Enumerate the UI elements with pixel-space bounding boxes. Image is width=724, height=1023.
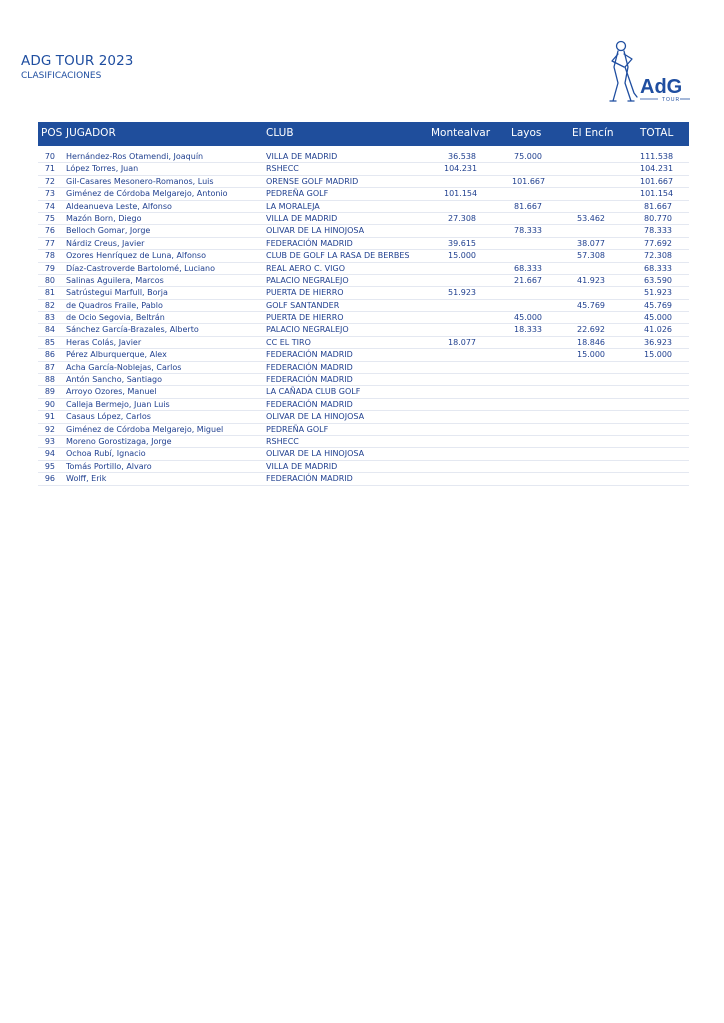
total-cell: 51.923	[644, 288, 672, 298]
table-row	[38, 287, 689, 299]
club-cell: PALACIO NEGRALEJO	[266, 325, 349, 335]
montealvar-cell: 104.231	[444, 164, 478, 174]
layos-cell: 78.333	[514, 226, 542, 236]
encin-cell: 45.769	[577, 300, 605, 310]
player-cell: López Torres, Juan	[66, 164, 139, 174]
total-cell: 101.154	[640, 189, 674, 199]
club-cell: FEDERACIÓN MADRID	[266, 399, 353, 409]
player-cell: Antón Sancho, Santiago	[66, 375, 162, 385]
player-cell: Heras Colás, Javier	[66, 337, 142, 347]
page-title: ADG TOUR 2023	[21, 53, 134, 69]
pos-cell: 70	[44, 152, 55, 161]
standings-table	[38, 151, 689, 486]
player-cell: Satrústegui Marfull, Borja	[66, 288, 168, 298]
encin-cell: 15.000	[577, 350, 605, 360]
table-header	[38, 122, 689, 146]
table-row	[38, 238, 689, 250]
table-row	[38, 188, 689, 200]
club-cell: PALACIO NEGRALEJO	[266, 275, 349, 285]
table-row	[38, 275, 689, 287]
club-cell: VILLA DE MADRID	[266, 461, 338, 471]
player-cell: de Quadros Fraile, Pablo	[66, 300, 163, 310]
total-cell: 68.333	[644, 263, 672, 273]
club-cell: CC EL TIRO	[266, 337, 311, 347]
pos-cell: 85	[44, 337, 55, 347]
player-cell: Gil-Casares Mesonero-Romanos, Luis	[66, 176, 214, 186]
montealvar-cell: 27.308	[448, 213, 476, 223]
total-cell: 101.667	[640, 176, 674, 186]
total-cell: 72.308	[644, 251, 672, 261]
table-row	[38, 374, 689, 386]
total-cell: 81.667	[644, 201, 672, 211]
pos-cell: 74	[44, 201, 55, 211]
club-cell: GOLF SANTANDER	[266, 300, 340, 310]
pos-cell: 79	[44, 263, 55, 273]
player-cell: Ozores Henríquez de Luna, Alfonso	[66, 251, 206, 261]
table-row	[38, 399, 689, 411]
club-cell: PUERTA DE HIERRO	[266, 313, 344, 323]
player-cell: Salinas Aguilera, Marcos	[66, 275, 164, 285]
player-cell: Belloch Gomar, Jorge	[66, 226, 151, 236]
pos-cell: 77	[44, 238, 55, 248]
table-row	[38, 250, 689, 262]
player-cell: Ochoa Rubí, Ignacio	[66, 449, 146, 459]
total-cell: 80.770	[644, 213, 672, 223]
total-cell: 15.000	[644, 350, 672, 360]
col-layos: Layos	[511, 127, 542, 139]
montealvar-cell: 51.923	[448, 288, 476, 298]
table-row	[38, 386, 689, 398]
club-cell: PEDREÑA GOLF	[266, 424, 329, 434]
club-cell: VILLA DE MADRID	[266, 213, 338, 223]
table-row	[38, 225, 689, 237]
total-cell: 41.026	[644, 325, 672, 335]
layos-cell: 45.000	[514, 313, 542, 323]
player-cell: Moreno Gorostizaga, Jorge	[66, 436, 172, 446]
player-cell: Arroyo Ozores, Manuel	[66, 387, 157, 397]
total-cell: 78.333	[644, 226, 672, 236]
club-cell: LA CAÑADA CLUB GOLF	[266, 387, 361, 397]
club-cell: FEDERACIÓN MADRID	[266, 350, 353, 360]
player-cell: Giménez de Córdoba Melgarejo, Miguel	[66, 424, 224, 434]
club-cell: CLUB DE GOLF LA RASA DE BERBES	[266, 251, 410, 261]
club-cell: FEDERACIÓN MADRID	[266, 375, 353, 385]
total-cell: 77.692	[644, 238, 672, 248]
player-cell: Wolff, Erik	[66, 474, 107, 484]
pos-cell: 96	[44, 474, 55, 484]
encin-cell: 18.846	[577, 337, 605, 347]
table-row	[38, 461, 689, 473]
club-cell: FEDERACIÓN MADRID	[266, 362, 353, 372]
pos-cell: 90	[44, 399, 55, 409]
club-cell: LA MORALEJA	[266, 201, 320, 211]
layos-cell: 18.333	[514, 325, 542, 335]
layos-cell: 75.000	[514, 152, 542, 161]
pos-cell: 92	[44, 424, 55, 434]
club-cell: PEDREÑA GOLF	[266, 189, 329, 199]
layos-cell: 81.667	[514, 201, 542, 211]
col-player: JUGADOR	[66, 127, 116, 139]
table-row	[38, 151, 689, 163]
player-cell: Calleja Bermejo, Juan Luis	[66, 399, 170, 409]
montealvar-cell: 15.000	[448, 251, 476, 261]
pos-cell: 91	[44, 412, 55, 422]
table-row	[38, 263, 689, 275]
pos-cell: 88	[44, 375, 55, 385]
table-row	[38, 411, 689, 423]
col-montealvar: Montealvar	[431, 127, 491, 139]
table-row	[38, 473, 689, 485]
player-cell: Acha García-Noblejas, Carlos	[66, 362, 182, 372]
club-cell: OLIVAR DE LA HINOJOSA	[266, 226, 365, 236]
total-cell: 45.000	[644, 313, 672, 323]
total-cell: 63.590	[644, 275, 672, 285]
encin-cell: 38.077	[577, 238, 605, 248]
total-cell: 111.538	[640, 152, 674, 161]
golfer-logo-icon	[604, 37, 696, 109]
pos-cell: 86	[44, 350, 55, 360]
adg-tour-logo	[604, 37, 696, 109]
total-cell: 36.923	[644, 337, 672, 347]
encin-cell: 53.462	[577, 213, 605, 223]
club-cell: FEDERACIÓN MADRID	[266, 474, 353, 484]
pos-cell: 93	[44, 436, 55, 446]
montealvar-cell: 39.615	[448, 238, 476, 248]
player-cell: Casaus López, Carlos	[66, 412, 151, 422]
table-row	[38, 312, 689, 324]
club-cell: RSHECC	[266, 164, 299, 174]
logo-tagline: TOUR	[662, 97, 681, 103]
col-pos: POS	[41, 127, 63, 139]
pos-cell: 75	[44, 213, 55, 223]
player-cell: Pérez Alburquerque, Alex	[66, 350, 167, 360]
total-cell: 45.769	[644, 300, 672, 310]
pos-cell: 87	[44, 362, 55, 372]
club-cell: OLIVAR DE LA HINOJOSA	[266, 449, 365, 459]
player-cell: Giménez de Córdoba Melgarejo, Antonio	[66, 189, 228, 199]
table-row	[38, 163, 689, 175]
table-row	[38, 362, 689, 374]
table-row	[38, 201, 689, 213]
club-cell: RSHECC	[266, 436, 299, 446]
encin-cell: 57.308	[577, 251, 605, 261]
pos-cell: 89	[44, 387, 55, 397]
club-cell: FEDERACIÓN MADRID	[266, 238, 353, 248]
pos-cell: 80	[44, 275, 55, 285]
pos-cell: 95	[44, 461, 55, 471]
pos-cell: 83	[44, 313, 55, 323]
montealvar-cell: 36.538	[448, 152, 476, 161]
pos-cell: 76	[44, 226, 55, 236]
encin-cell: 22.692	[577, 325, 605, 335]
player-cell: Sánchez García-Brazales, Alberto	[66, 325, 199, 335]
club-cell: OLIVAR DE LA HINOJOSA	[266, 412, 365, 422]
logo-text: AdG	[640, 76, 683, 98]
player-cell: Aldeanueva Leste, Alfonso	[66, 201, 172, 211]
table-row	[38, 436, 689, 448]
pos-cell: 73	[44, 189, 55, 199]
pos-cell: 72	[44, 176, 55, 186]
montealvar-cell: 101.154	[444, 189, 478, 199]
pos-cell: 81	[44, 288, 55, 298]
player-cell: Mazón Born, Diego	[66, 213, 142, 223]
player-cell: de Ocio Segovia, Beltrán	[66, 313, 165, 323]
table-row	[38, 448, 689, 460]
club-cell: REAL AERO C. VIGO	[266, 263, 346, 273]
table-row	[38, 324, 689, 336]
col-encin: El Encín	[572, 127, 614, 139]
table-row	[38, 349, 689, 361]
player-cell: Díaz-Castroverde Bartolomé, Luciano	[66, 263, 216, 273]
total-cell: 104.231	[640, 164, 674, 174]
table-row	[38, 424, 689, 436]
pos-cell: 82	[44, 300, 55, 310]
col-total: TOTAL	[640, 127, 674, 139]
table-row	[38, 176, 689, 188]
pos-cell: 94	[44, 449, 55, 459]
table-row	[38, 300, 689, 312]
club-cell: VILLA DE MADRID	[266, 152, 338, 161]
layos-cell: 101.667	[512, 176, 546, 186]
player-cell: Nárdiz Creus, Javier	[66, 238, 145, 248]
col-club: CLUB	[266, 127, 294, 139]
pos-cell: 71	[44, 164, 55, 174]
page-subtitle: CLASIFICACIONES	[21, 71, 102, 81]
player-cell: Tomás Portillo, Alvaro	[66, 461, 152, 471]
table-row	[38, 337, 689, 349]
player-cell: Hernández-Ros Otamendi, Joaquín	[66, 152, 204, 161]
pos-cell: 84	[44, 325, 55, 335]
club-cell: ORENSE GOLF MADRID	[266, 176, 359, 186]
encin-cell: 41.923	[577, 275, 605, 285]
layos-cell: 68.333	[514, 263, 542, 273]
layos-cell: 21.667	[514, 275, 542, 285]
montealvar-cell: 18.077	[448, 337, 476, 347]
table-row	[38, 213, 689, 225]
club-cell: PUERTA DE HIERRO	[266, 288, 344, 298]
pos-cell: 78	[44, 251, 55, 261]
